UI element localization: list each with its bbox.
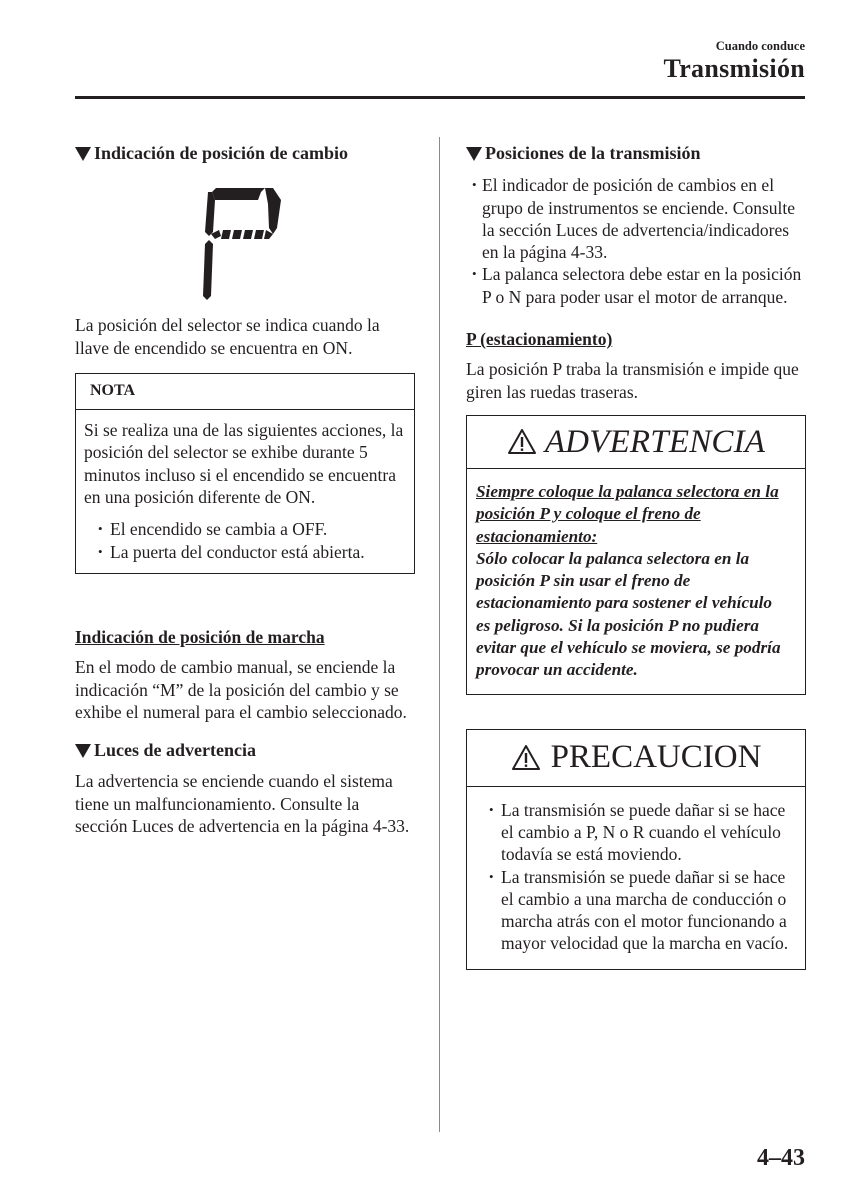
triangle-bullet-icon xyxy=(75,147,91,161)
warning-lights-heading xyxy=(75,739,415,761)
page-number: 4–43 xyxy=(757,1145,805,1171)
note-title: NOTA xyxy=(76,374,414,410)
park-paragraph: La posición P traba la transmisión e impide que giren las ruedas traseras. xyxy=(466,359,799,402)
note-list xyxy=(84,518,404,563)
warning-title: ADVERTENCIA xyxy=(544,423,766,460)
park-heading: P (estacionamiento) xyxy=(466,329,613,350)
gear-indicator-p-icon xyxy=(203,184,293,302)
caution-list xyxy=(475,799,791,955)
list-item: • La palanca selectora debe estar en la posición P o N para poder usar el motor de arranque. xyxy=(466,263,806,308)
list-item: • El indicador de posición de cambios en el grupo de instrumentos se enciende. Consulte la sección Luces de advertencia/indicadores en la página 4-33. xyxy=(466,174,806,263)
gear-indication-section xyxy=(75,626,415,723)
left-column xyxy=(75,142,415,837)
warning-body xyxy=(467,469,805,694)
right-column xyxy=(466,142,806,970)
warning-detail-text: Sólo colocar la palanca selectora en la posición P sin usar el freno de estacionamiento para sostener el vehículo es peligroso. Si la posición P no pudiera evitar que el vehículo se moviera, se podría provocar un accidente. xyxy=(476,548,781,680)
gear-indication-paragraph: En el modo de cambio manual, se enciende la indicación “M” de la posición del cambio y se exhibe el numeral para el cambio seleccionado. xyxy=(75,657,407,722)
note-body xyxy=(76,410,414,573)
page-title: Transmisión xyxy=(663,54,805,83)
caution-body xyxy=(467,787,805,969)
column-divider xyxy=(439,137,440,1132)
note-item: • El encendido se cambia a OFF. xyxy=(84,518,404,540)
transmission-positions-list xyxy=(466,174,806,308)
caution-triangle-icon xyxy=(511,744,541,771)
caution-box xyxy=(466,729,806,970)
transmission-positions-heading-text: Posiciones de la transmisión xyxy=(485,143,701,163)
gear-position-heading-text: Indicación de posición de cambio xyxy=(94,143,349,163)
triangle-bullet-icon xyxy=(75,744,91,758)
warning-triangle-icon xyxy=(507,428,537,455)
warning-header xyxy=(467,416,805,469)
header-rule xyxy=(75,96,805,99)
note-box xyxy=(75,373,415,574)
header-section-label: Cuando conduce xyxy=(715,39,805,53)
caution-header xyxy=(467,730,805,787)
warning-lights-paragraph: La advertencia se enciende cuando el sistema tiene un malfuncionamiento. Consulte la sección Luces de advertencia en la página 4-33. xyxy=(75,771,410,837)
caution-item: • La transmisión se puede dañar si se hace el cambio a P, N o R cuando el vehículo todavía se está moviendo. xyxy=(475,799,791,866)
warning-box xyxy=(466,415,806,695)
warning-lights-heading-text: Luces de advertencia xyxy=(94,740,256,761)
park-section xyxy=(466,328,806,403)
transmission-positions-heading xyxy=(466,142,806,164)
triangle-bullet-icon xyxy=(466,147,482,161)
note-text: Si se realiza una de las siguientes acciones, la posición del selector se exhibe durante 5 minutos incluso si el encendido se encuentra en una posición diferente de ON. xyxy=(84,420,404,508)
warning-text xyxy=(476,481,785,682)
caution-item: • La transmisión se puede dañar si se hace el cambio a una marcha de conducción o marcha atrás con el motor funcionando a mayor velocidad que la marcha en vacío. xyxy=(475,866,791,955)
gear-position-paragraph: La posición del selector se indica cuando la llave de encendido se encuentra en ON. xyxy=(75,315,380,358)
gear-indication-heading: Indicación de posición de marcha xyxy=(75,626,325,647)
warning-underlined-text: Siempre coloque la palanca selectora en la posición P y coloque el freno de estacionamiento: xyxy=(476,481,779,546)
gear-position-heading xyxy=(75,142,415,164)
caution-title: PRECAUCION xyxy=(550,739,762,776)
note-item: • La puerta del conductor está abierta. xyxy=(84,541,404,563)
